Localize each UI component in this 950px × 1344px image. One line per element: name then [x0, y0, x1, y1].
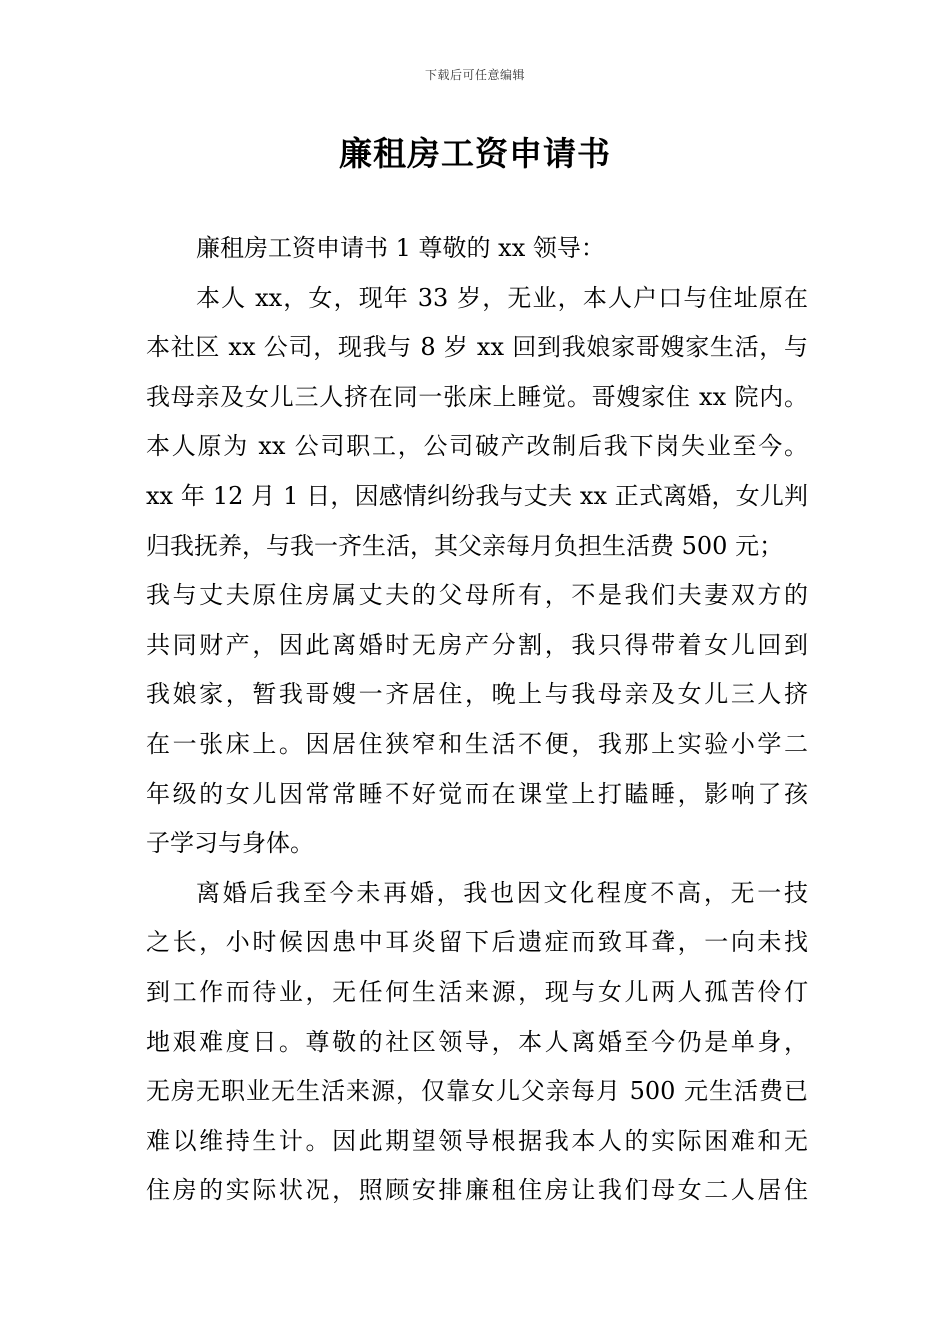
body-line: 难以维持生计。因此期望领导根据我本人的实际困难和无 [146, 1126, 808, 1155]
body-line: 本人原为 xx 公司职工，公司破产改制后我下岗失业至今。 [146, 432, 808, 461]
body-line: 归我抚养，与我一齐生活，其父亲每月负担生活费 500 元； [146, 531, 784, 560]
header-note: 下载后可任意编辑 [424, 68, 525, 82]
document-body [146, 224, 808, 1216]
body-line: 本人 xx，女，现年 33 岁，无业，本人户口与住址原在 [196, 283, 808, 312]
body-line: 之长，小时候因患中耳炎留下后遗症而致耳聋，一向未找 [146, 928, 808, 957]
body-line: 年级的女儿因常常睡不好觉而在课堂上打瞌睡，影响了孩 [146, 779, 808, 808]
body-line: 子学习与身体。 [146, 829, 314, 858]
body-line: 共同财产，因此离婚时无房产分割，我只得带着女儿回到 [146, 630, 808, 659]
body-line: 我母亲及女儿三人挤在同一张床上睡觉。哥嫂家住 xx 院内。 [146, 382, 808, 411]
body-line: 无房无职业无生活来源，仅靠女儿父亲每月 500 元生活费已 [146, 1077, 808, 1106]
body-line: 我与丈夫原住房属丈夫的父母所有，不是我们夫妻双方的 [146, 581, 808, 610]
body-line: xx 年 12 月 1 日，因感情纠纷我与丈夫 xx 正式离婚，女儿判 [146, 481, 808, 510]
body-line: 在一张床上。因居住狭窄和生活不便，我那上实验小学二 [146, 729, 808, 758]
body-line: 本社区 xx 公司，现我与 8 岁 xx 回到我娘家哥嫂家生活，与 [146, 333, 808, 362]
document-title: 廉租房工资申请书 [339, 134, 611, 173]
body-line: 离婚后我至今未再婚，我也因文化程度不高，无一技 [196, 878, 808, 907]
body-line: 地艰难度日。尊敬的社区领导，本人离婚至今仍是单身， [146, 1027, 808, 1056]
body-line: 我娘家，暂我哥嫂一齐居住，晚上与我母亲及女儿三人挤 [146, 680, 808, 709]
body-line: 廉租房工资申请书 1 尊敬的 xx 领导： [196, 234, 605, 262]
body-line: 到工作而待业，无任何生活来源，现与女儿两人孤苦伶仃 [146, 977, 808, 1006]
body-line: 住房的实际状况，照顾安排廉租住房让我们母女二人居住 [146, 1176, 808, 1205]
